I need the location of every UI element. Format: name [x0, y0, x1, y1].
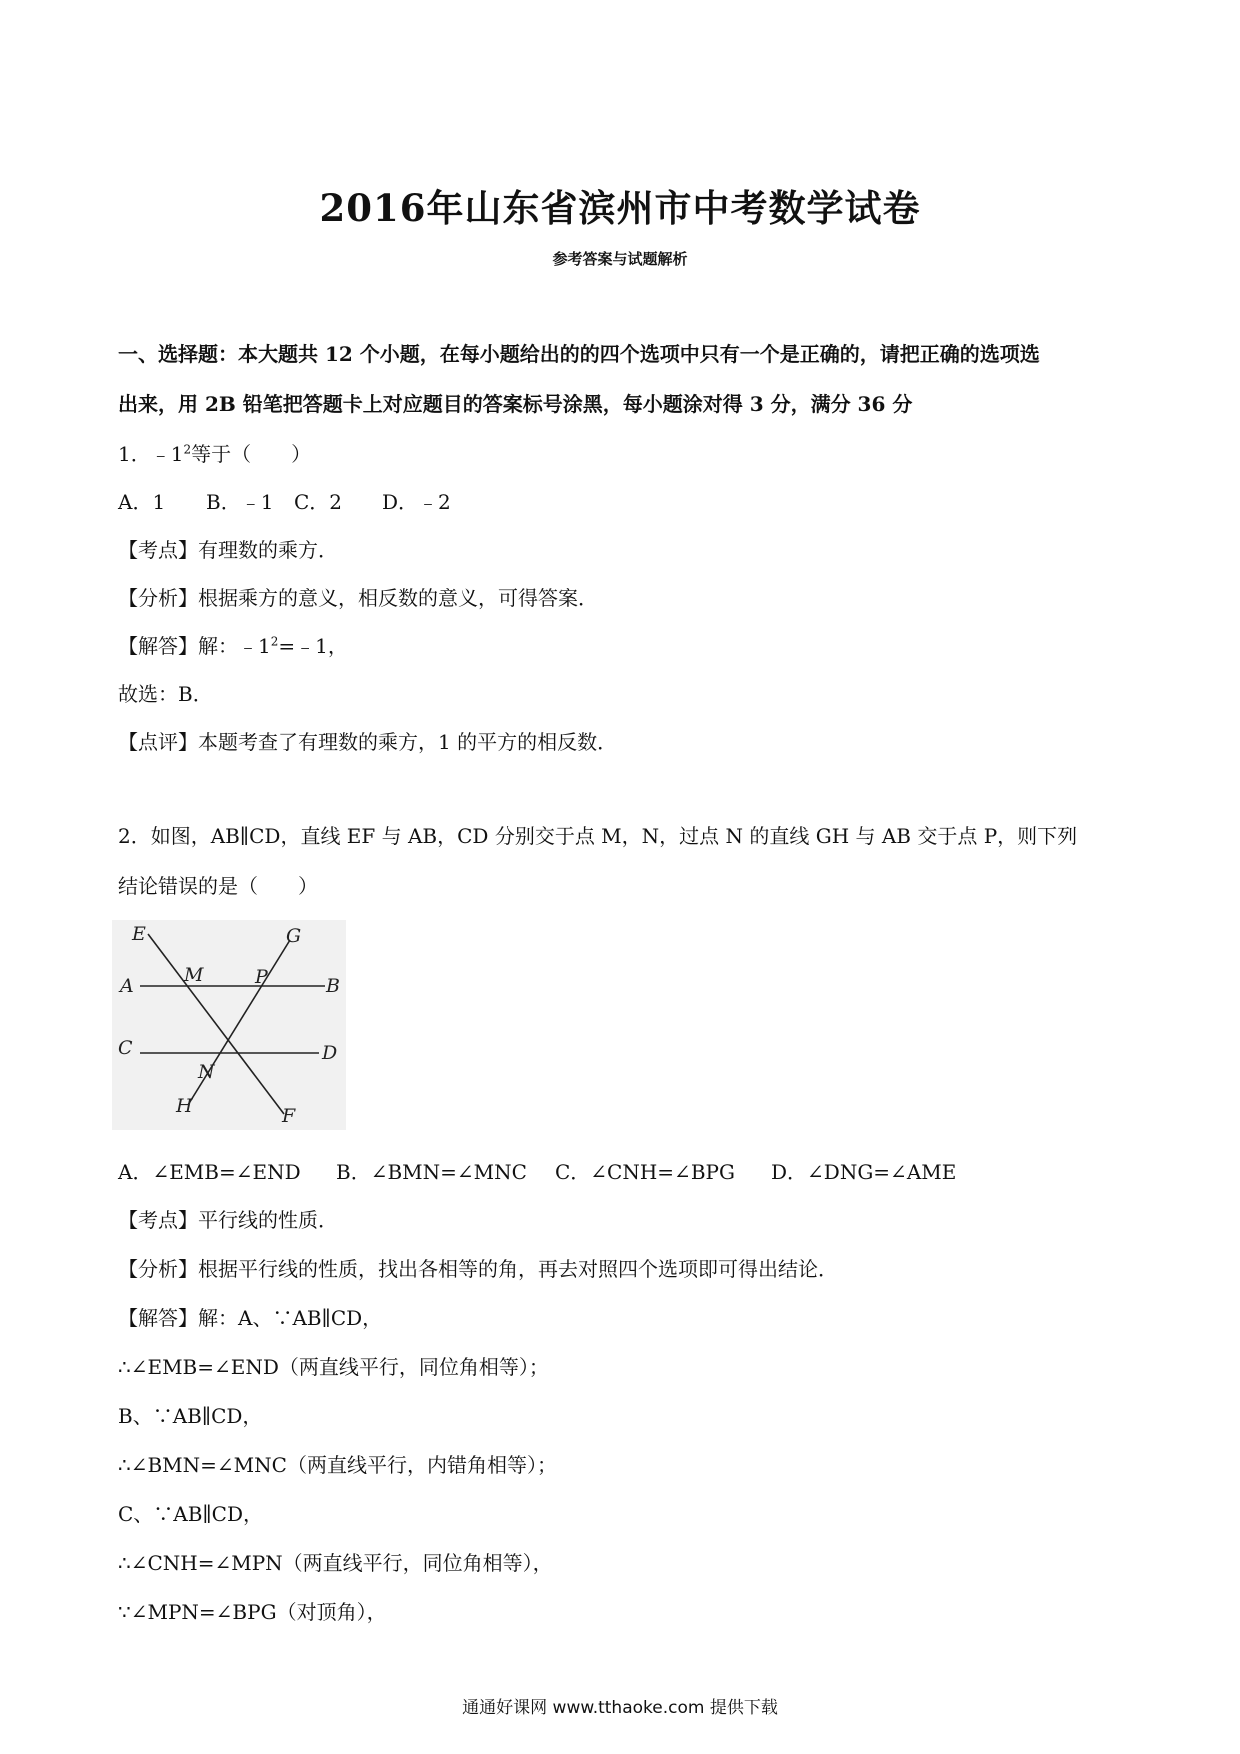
q1-dianping: 【点评】本题考查了有理数的乘方，1 的平方的相反数．: [118, 730, 618, 754]
q1-stem: 1．$﹣1^2$等于（ ）: [118, 442, 312, 466]
q2-jieda-line: ∵∠MPN=∠BPG（对顶角），: [118, 1600, 387, 1624]
q2-fenxi: 【分析】根据平行线的性质，找出各相等的角，再去对照四个选项即可得出结论．: [118, 1257, 838, 1281]
parallel-lines-diagram: [112, 920, 346, 1130]
q1-option-a: A．1: [118, 490, 166, 514]
q1-option-d: D．﹣2: [382, 490, 451, 514]
section-heading-line-2: 出来，用 2B 铅笔把答题卡上对应题目的答案标号涂黑，每小题涂对得 3 分，满分 36 分: [118, 392, 913, 416]
page-subtitle: 参考答案与试题解析: [552, 250, 688, 268]
label-b: B: [326, 975, 340, 997]
label-p: P: [255, 966, 268, 988]
q1-option-b: B．﹣1: [206, 490, 274, 514]
label-c: C: [118, 1037, 133, 1059]
label-m: M: [184, 964, 204, 986]
q2-kaodian: 【考点】平行线的性质．: [118, 1208, 338, 1232]
label-h: H: [176, 1095, 193, 1117]
page-title: 2016年山东省滨州市中考数学试卷: [319, 186, 921, 230]
q1-option-c: C．2: [294, 490, 343, 514]
q1-guxuan: 故选：B．: [118, 682, 213, 706]
q2-option-b: B．∠BMN=∠MNC: [336, 1160, 527, 1184]
label-f: F: [282, 1105, 296, 1127]
q2-jieda-line: ∴∠EMB=∠END（两直线平行，同位角相等）；: [118, 1355, 549, 1379]
q2-option-c: C．∠CNH=∠BPG: [555, 1160, 735, 1184]
q2-stem-line-2: 结论错误的是（ ）: [118, 874, 318, 898]
label-d: D: [322, 1042, 338, 1064]
page-footer: 通通好课网 www.tthaoke.com 提供下载: [462, 1698, 778, 1718]
q2-jieda-line: ∴∠BMN=∠MNC（两直线平行，内错角相等）；: [118, 1453, 557, 1477]
parallel-lines-figure: [112, 920, 346, 1130]
q2-option-d: D．∠DNG=∠AME: [771, 1160, 957, 1184]
q2-jieda-line: 【解答】解：A、∵AB∥CD，: [118, 1306, 383, 1330]
q2-jieda-line: C、∵AB∥CD，: [118, 1502, 264, 1526]
q2-options: [118, 1158, 956, 1186]
q1-fenxi: 【分析】根据乘方的意义，相反数的意义，可得答案．: [118, 586, 598, 610]
section-heading-line-1: 一、选择题：本大题共 12 个小题，在每小题给出的的四个选项中只有一个是正确的，请把正确的选项选: [118, 342, 1040, 366]
q1-kaodian: 【考点】有理数的乘方．: [118, 538, 338, 562]
q2-jieda-line: B、∵AB∥CD，: [118, 1404, 263, 1428]
q2-option-a: A．∠EMB=∠END: [118, 1160, 301, 1184]
label-g: G: [286, 925, 302, 947]
q2-jieda-line: ∴∠CNH=∠MPN（两直线平行，同位角相等），: [118, 1551, 553, 1575]
label-a: A: [120, 975, 134, 997]
q2-stem-line-1: 2．如图，AB∥CD，直线 EF 与 AB，CD 分别交于点 M，N，过点 N 的直线 GH 与 AB 交于点 P，则下列: [118, 824, 1078, 848]
line-ef: [148, 934, 284, 1114]
q1-options: [118, 488, 451, 516]
q1-jieda: 【解答】解：$﹣1^2=﹣1$，: [118, 634, 348, 658]
label-e: E: [132, 923, 146, 945]
label-n: N: [198, 1061, 215, 1083]
